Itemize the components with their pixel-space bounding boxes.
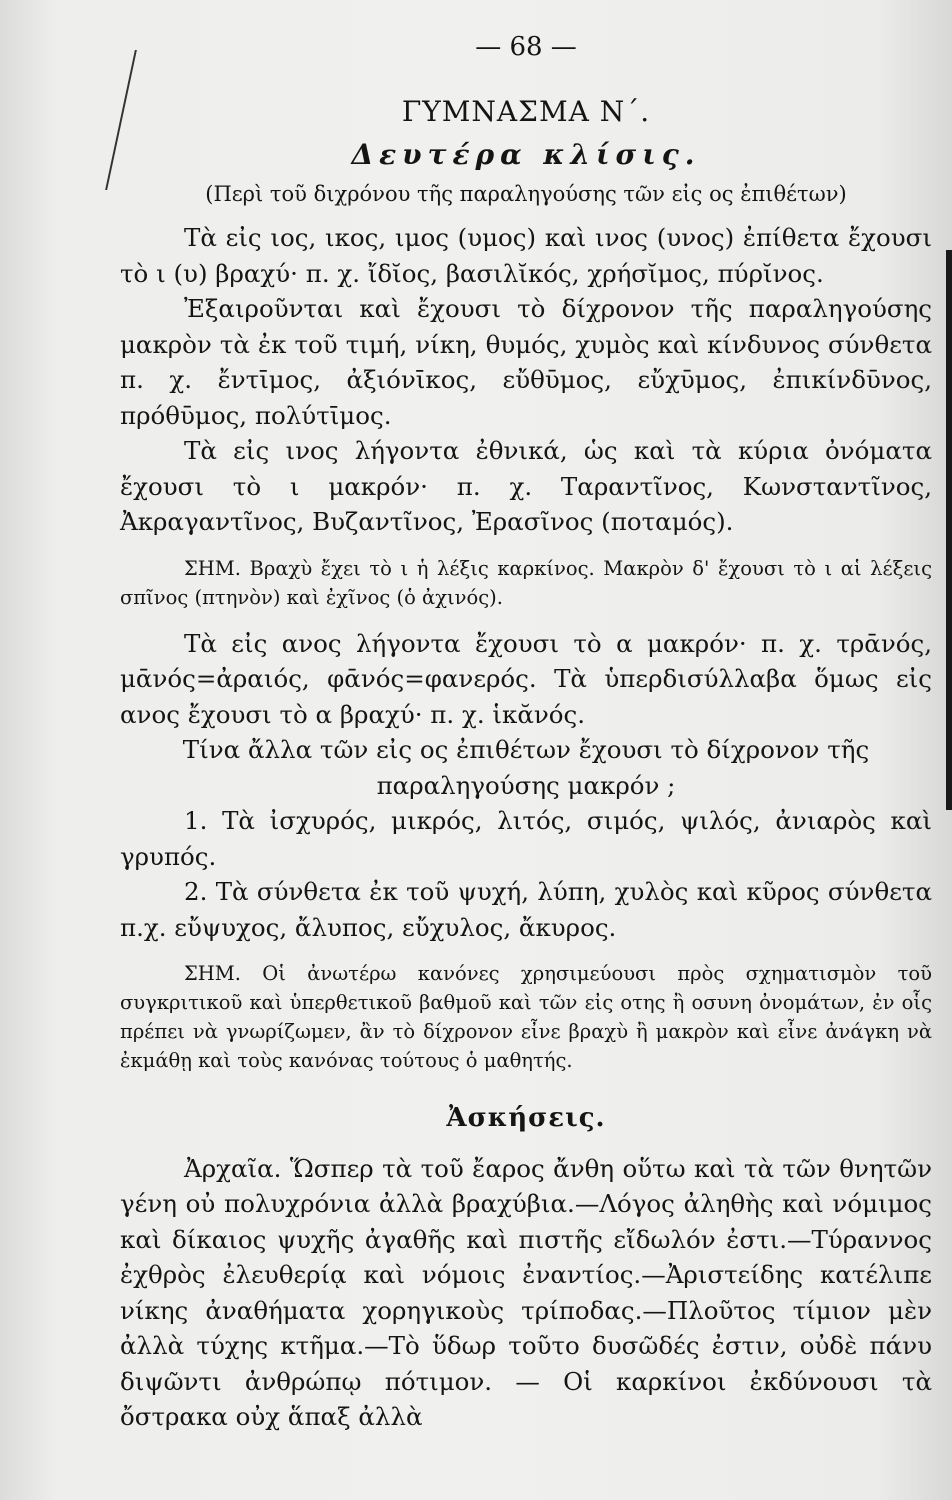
- exercises-text: Ἀρχαῖα. Ὥσπερ τὰ τοῦ ἔαρος ἄνθη οὕτω καὶ τὰ τῶν θνητῶν γένη οὐ πολυχρόνια ἀλλὰ βραχύβια.—Λόγος ἀληθὴς καὶ νόμιμος καὶ δίκαιος ψυχῆς ἀγαθῆς καὶ πιστῆς εἴδωλόν ἐστι.—Τύραννος ἐχθρὸς ἐλευθερίᾳ καὶ νόμοις ἐναντίος.—Ἀριστείδης κατέλιπε νίκης ἀναθήματα χορηγικοὺς τρίποδας.—Πλοῦτος τίμιον μὲν ἀλλὰ τύχης κτῆμα.—Τὸ ὕδωρ τοῦτο δυσῶδές ἐστιν, οὐδὲ πάνυ διψῶντι ἀνθρώπῳ πότιμον. — Οἱ καρκίνοι ἐκδύνουσι τὰ ὄστρακα οὐχ ἅπαξ ἀλλὰ: [120, 1153, 932, 1431]
- answer-2: 2. Τὰ σύνθετα ἐκ τοῦ ψυχή, λύπη, χυλὸς καὶ κῦρος σύνθετα π.χ. εὔψυχος, ἄλυπος, εὔχυλος, ἄκυρος.: [120, 877, 932, 942]
- section-title: ΓΥΜΝΑΣΜΑ Ν΄.: [401, 94, 651, 128]
- page-edge-shadow: [946, 250, 952, 810]
- paragraph-4: Τὰ εἰς ανος λήγοντα ἔχουσι τὸ α μακρόν· π. χ. τρᾱνός, μᾱνός=ἀραιός, φᾱνός=φανερός. Τὰ ὑπερδισύλλαβα ὅμως εἰς ανος ἔχουσι τὸ α βραχύ· π. χ. ἱκᾰνός.: [120, 628, 932, 729]
- section-subnote: (Περὶ τοῦ διχρόνου τῆς παραληγούσης τῶν εἰς ος ἐπιθέτων): [205, 181, 847, 206]
- section-subtitle: Δευτέρα κλίσις.: [351, 138, 701, 171]
- paragraph-3: Τὰ εἰς ινος λήγοντα ἐθνικά, ὡς καὶ τὰ κύρια ὀνόματα ἔχουσι τὸ ι μακρόν· π. χ. Ταραντῖνος, Κωνσταντῖνος, Ἀκραγαντῖνος, Βυζαντῖνος, Ἐρασῖνος (ποταμός).: [120, 436, 932, 536]
- page-content: [120, 30, 932, 1435]
- answer-1: 1. Τὰ ἰσχυρός, μικρός, λιτός, σιμός, ψιλός, ἀνιαρὸς καὶ γρυπός.: [120, 806, 932, 871]
- note-1: ΣΗΜ. Βραχὺ ἔχει τὸ ι ἡ λέξις καρκίνος. Μακρὸν δ' ἔχουσι τὸ ι αἱ λέξεις σπῖνος (πτηνὸν) καὶ ἐχῖνος (ὁ ἀχινός).: [120, 556, 932, 609]
- paragraph-1: Τὰ εἰς ιος, ικος, ιμος (υμος) καὶ ινος (υνος) ἐπίθετα ἔχουσι τὸ ι (υ) βραχύ· π. χ. ἴδῐος, βασιλῐκός, χρήσῐμος, πύρῐνος.: [120, 223, 932, 288]
- question: Τίνα ἄλλα τῶν εἰς ος ἐπιθέτων ἔχουσι τὸ δίχρονον τῆς παραληγούσης μακρόν ;: [182, 735, 870, 800]
- note-2: ΣΗΜ. Οἱ ἀνωτέρω κανόνες χρησιμεύουσι πρὸς σχηματισμὸν τοῦ συγκριτικοῦ καὶ ὑπερθετικοῦ βαθμοῦ καὶ τῶν εἰς οτης ἢ οσυνη ὀνομάτων, ἐν οἷς πρέπει νὰ γνωρίζωμεν, ἂν τὸ δίχρονον εἶνε βραχὺ ἢ μακρὸν καὶ εἶνε ἀνάγκη νὰ ἐκμάθῃ καὶ τοὺς κανόνας τούτους ὁ μαθητής.: [120, 962, 932, 1072]
- paragraph-2: Ἐξαιροῦνται καὶ ἔχουσι τὸ δίχρονον τῆς παραληγούσης μακρὸν τὰ ἐκ τοῦ τιμή, νίκη, θυμός, χυμὸς καὶ κίνδυνος σύνθετα π. χ. ἔντῑμος, ἀξιόνῑκος, εὔθῡμος, εὔχῡμος, ἐπικίνδῡνος, πρόθῡμος, πολύτῑμος.: [120, 294, 932, 430]
- page-number: — 68 —: [475, 32, 577, 62]
- exercises-heading: Ἀσκήσεις.: [446, 1103, 606, 1133]
